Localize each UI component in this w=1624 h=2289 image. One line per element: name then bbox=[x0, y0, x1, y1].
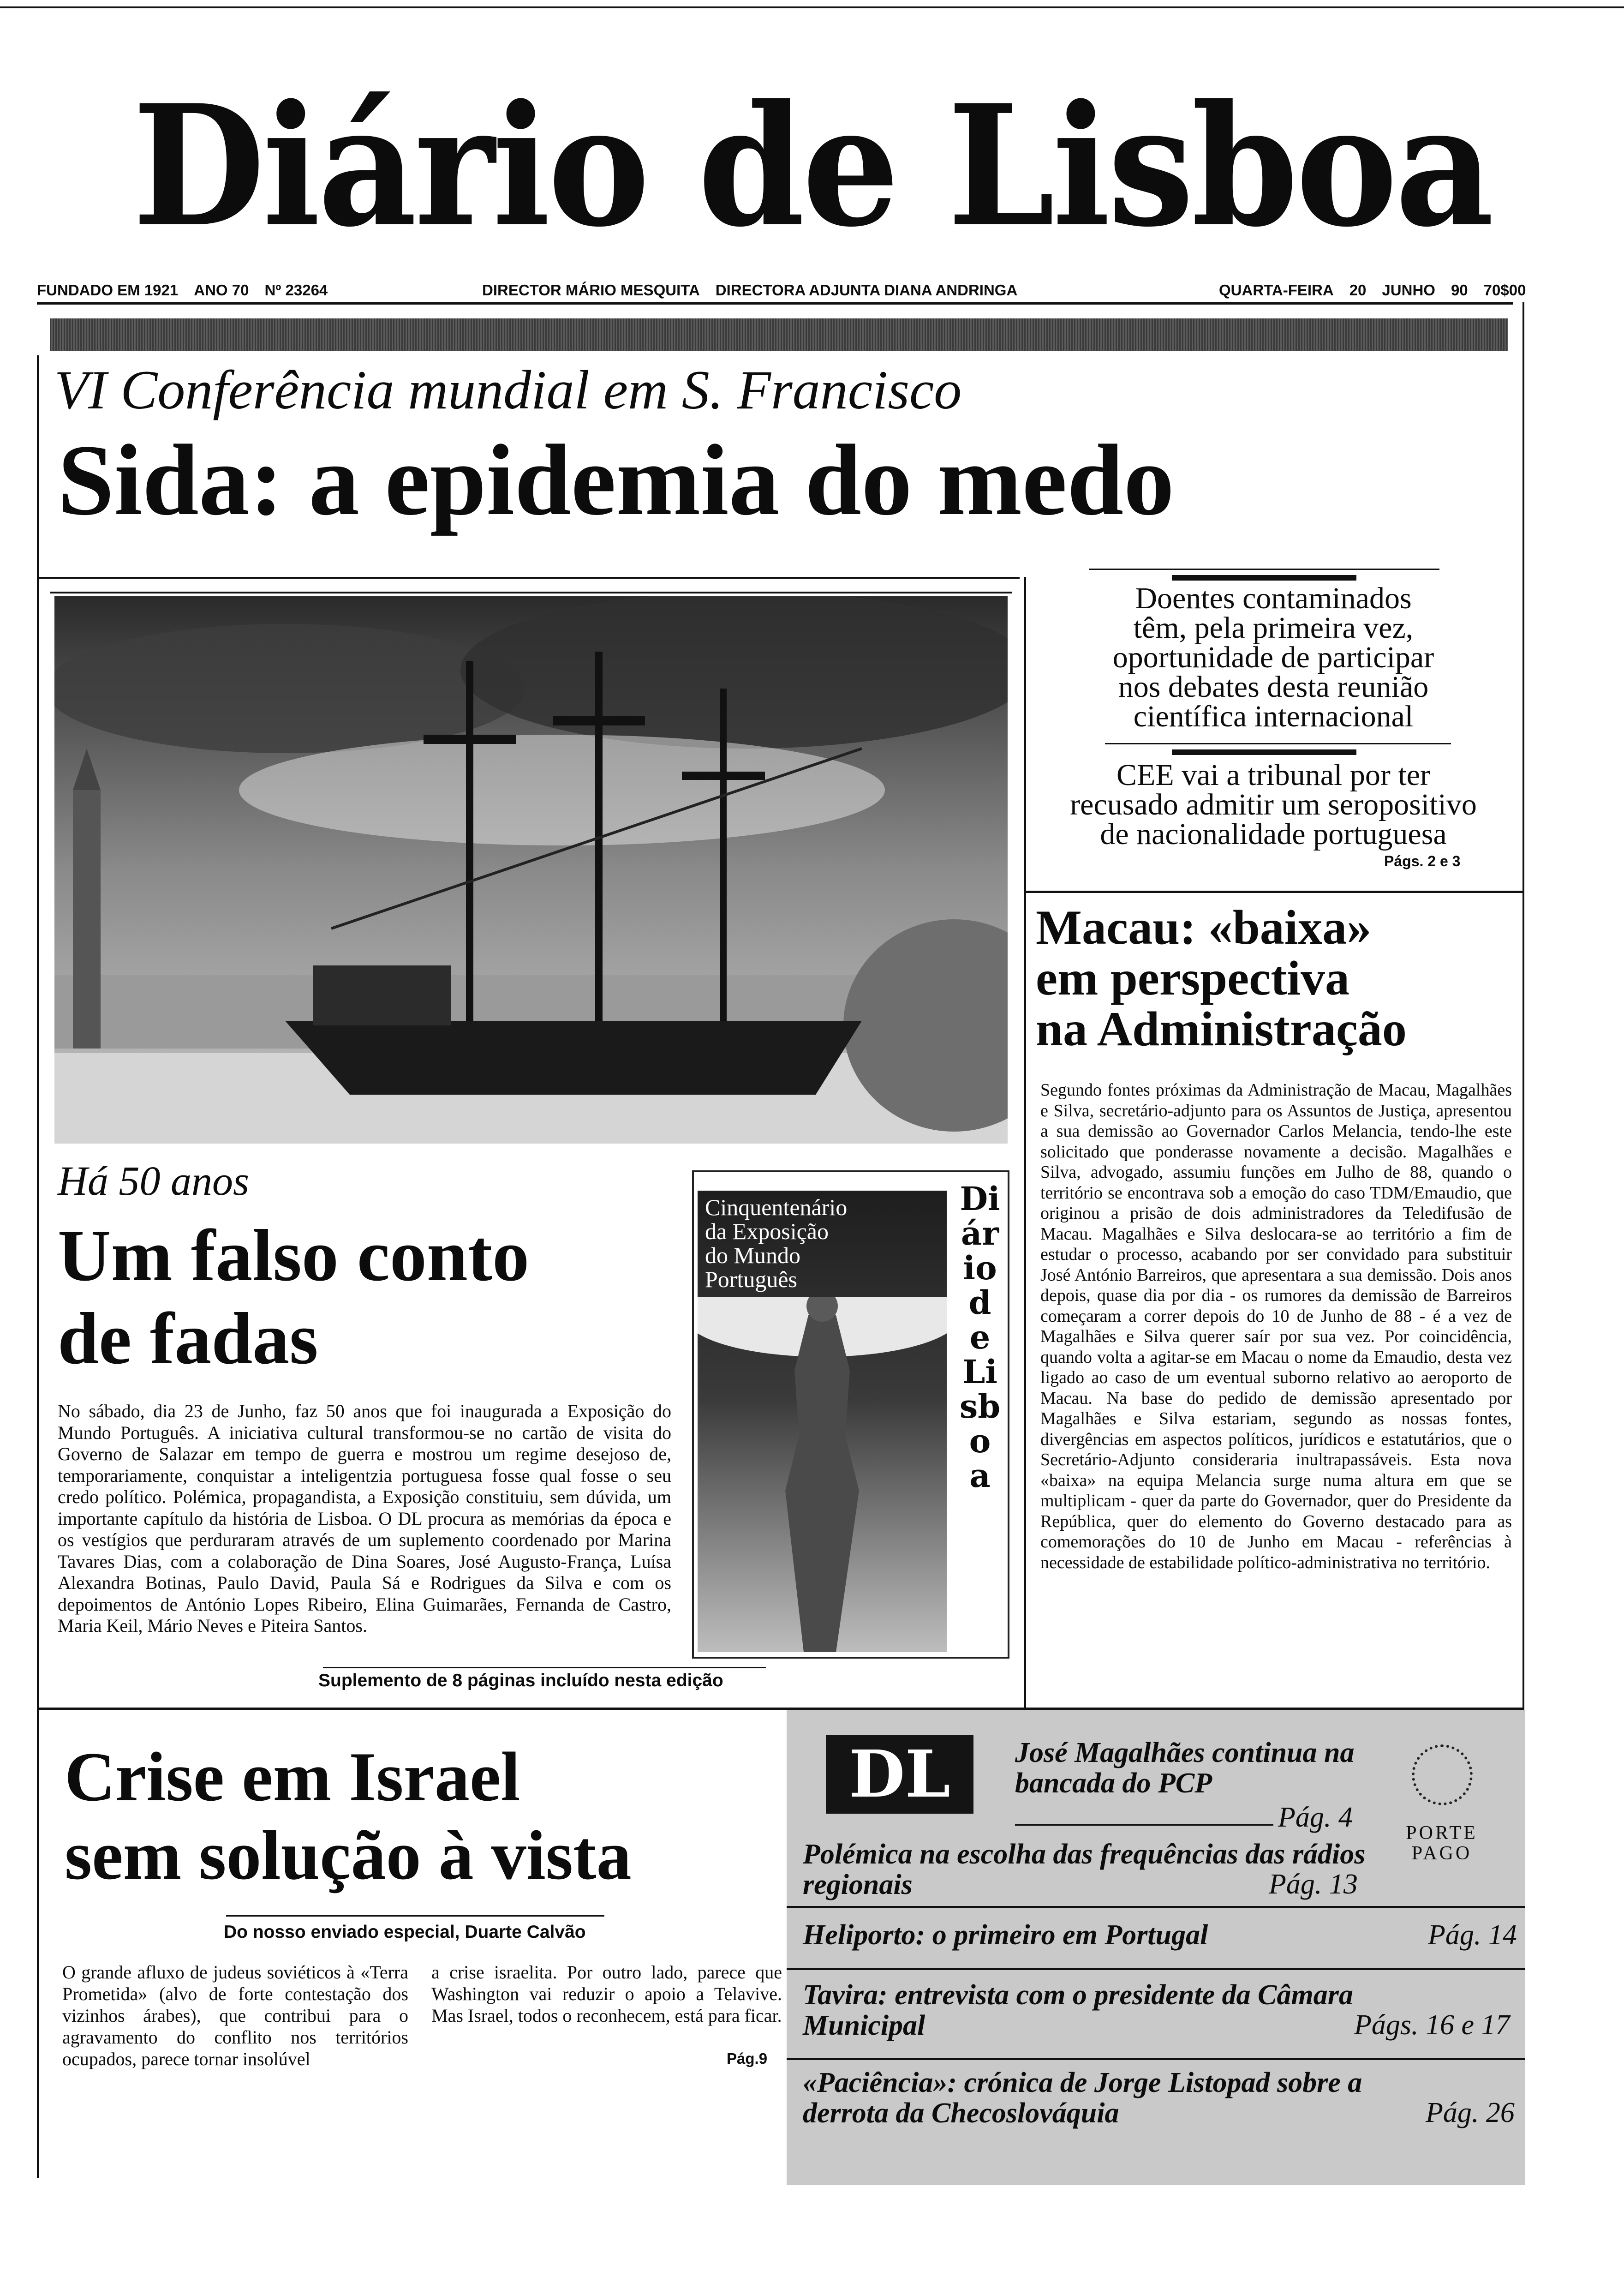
porte-pago bbox=[1403, 1823, 1481, 1864]
israel-body-col1: O grande afluxo de judeus soviéticos à «Terra Prometida» (alvo de forte contestação dos vizinhos árabes), que contribui para o agravamento do conflito nos territórios ocupados, parece tornar insolúvel bbox=[62, 1962, 408, 2069]
info-center bbox=[482, 279, 1033, 301]
day-text: 20 bbox=[1349, 282, 1367, 299]
macau-headline-line: na Administração bbox=[1036, 1002, 1407, 1056]
masthead-title: Diário de Lisboa bbox=[132, 68, 1492, 264]
index-item-5: «Paciência»: crónica de Jorge Listopad sobre a derrota da Checoslováquia bbox=[803, 2067, 1362, 2129]
poster-statue bbox=[698, 1297, 947, 1652]
poster-vertical-title: Diário de Lisboa bbox=[959, 1180, 1001, 1495]
deck1-line: oportunidade de participar bbox=[1112, 641, 1434, 674]
expo-headline-line: Um falso conto bbox=[58, 1214, 530, 1296]
israel-headline bbox=[65, 1738, 632, 1894]
macau-headline-line: em perspectiva bbox=[1036, 951, 1349, 1005]
weekday-text: QUARTA-FEIRA bbox=[1219, 282, 1334, 299]
issue-number: Nº 23264 bbox=[264, 282, 328, 299]
expo-body: No sábado, dia 23 de Junho, faz 50 anos que foi inaugurada a Exposição do Mundo Português. A iniciativa cultural transformou-se no cartão de visita do Governo de Salazar em tempo de guerra e mostrou um regime desejoso de, temporariamente, conquistar a inteligentzia portuguesa fosse qual fosse o seu credo político. Polémica, propagandista, a Exposição constituiu, sem dúvida, um importante capítulo da história de Lisboa. O DL procura as memórias da época e os vestígios que perduraram através de um suplemento coordenado por Marina Tavares Dias, com a colaboração de Dina Soares, José Augusto-França, Luísa Alexandra Botinas, Paulo David, Paula Sá e Rodrigues da Silva e com os depoimentos de António Lopes Ribeiro, Elina Guimarães, Fernanda de Castro, Maria Keil, Mário Neves e Piteira Santos. bbox=[58, 1401, 671, 1636]
poster-title-line: da Exposição bbox=[705, 1218, 829, 1244]
deck-rule-bottom bbox=[1024, 891, 1522, 893]
deck1-line: nos debates desta reunião bbox=[1118, 670, 1429, 704]
photo-frame-top bbox=[50, 592, 1012, 593]
deck2-line: recusado admitir um seropositivo bbox=[1070, 788, 1477, 821]
info-right bbox=[1219, 279, 1526, 301]
deck-rule-top bbox=[1089, 569, 1439, 570]
index-page-2: Pág. 13 bbox=[1269, 1869, 1358, 1900]
expo-headline-line: de fadas bbox=[58, 1297, 318, 1379]
lead-headline: Sida: a epidemia do medo bbox=[58, 424, 1175, 536]
founded-text: FUNDADO EM 1921 bbox=[37, 282, 179, 299]
poster-art bbox=[698, 1191, 947, 1652]
supplement-note: Suplemento de 8 páginas incluído nesta edição bbox=[318, 1671, 723, 1690]
deck1-line: científica internacional bbox=[1133, 700, 1414, 733]
deck-rule-thick-2 bbox=[1172, 749, 1356, 755]
ship-photo bbox=[54, 596, 1008, 1144]
lead-kicker: VI Conferência mundial em S. Francisco bbox=[54, 359, 962, 420]
index-rule-4 bbox=[787, 2058, 1525, 2060]
director-text: DIRECTOR MÁRIO MESQUITA bbox=[482, 282, 700, 299]
deck-rule-thick bbox=[1172, 575, 1356, 581]
deck1-line: têm, pela primeira vez, bbox=[1133, 611, 1414, 645]
price-text: 70$00 bbox=[1483, 282, 1526, 299]
lead-deck-2 bbox=[1029, 758, 1518, 851]
index-page-1: Pág. 4 bbox=[1278, 1802, 1353, 1833]
ship-image bbox=[54, 596, 1008, 1144]
top-rule bbox=[0, 6, 1624, 8]
israel-headline-line: sem solução à vista bbox=[65, 1816, 632, 1894]
lead-rule bbox=[37, 577, 1020, 579]
deck2-line: CEE vai a tribunal por ter bbox=[1116, 758, 1430, 792]
year-text: ANO 70 bbox=[194, 282, 249, 299]
index-page-3: Pág. 14 bbox=[1428, 1919, 1517, 1951]
column-divider bbox=[1024, 577, 1026, 1708]
index-item-4: Tavira: entrevista com o presidente da Câmara Municipal bbox=[803, 1979, 1353, 2041]
lead-deck-1 bbox=[1029, 581, 1518, 733]
porte-line: PAGO bbox=[1411, 1843, 1472, 1864]
israel-rule bbox=[226, 1915, 604, 1917]
expo-kicker: Há 50 anos bbox=[58, 1158, 250, 1204]
index-rule-2 bbox=[787, 1906, 1525, 1908]
lead-pages: Págs. 2 e 3 bbox=[1384, 853, 1461, 869]
info-left bbox=[37, 279, 343, 301]
poster-title bbox=[705, 1195, 847, 1291]
index-item-1-rule bbox=[1015, 1824, 1273, 1826]
frame-left bbox=[37, 355, 39, 2178]
year-short-text: 90 bbox=[1451, 282, 1468, 299]
grey-band bbox=[50, 318, 1508, 351]
index-item-1: José Magalhães continua na bancada do PCP bbox=[1015, 1737, 1355, 1799]
poster-title-line: Português bbox=[705, 1266, 797, 1292]
deck-rule-mid bbox=[1105, 743, 1451, 744]
dl-logo: DL bbox=[826, 1735, 973, 1814]
deck1-line: Doentes contaminados bbox=[1135, 581, 1412, 615]
index-page-5: Pág. 26 bbox=[1426, 2097, 1515, 2128]
expo-poster bbox=[692, 1170, 1009, 1659]
israel-body-col2: a crise israelita. Por outro lado, parece que Washington vai reduzir o apoio a Telavive. Mas Israel, todos o reconhecem, está para ficar. bbox=[431, 1962, 782, 2026]
poster-title-line: do Mundo bbox=[705, 1242, 800, 1268]
index-page-4: Págs. 16 e 17 bbox=[1354, 2009, 1510, 2041]
crest-icon bbox=[1412, 1744, 1473, 1805]
expo-headline bbox=[58, 1214, 529, 1380]
israel-page: Pág.9 bbox=[727, 2050, 768, 2067]
supplement-rule bbox=[323, 1667, 766, 1668]
israel-headline-line: Crise em Israel bbox=[65, 1738, 520, 1816]
index-item-3: Heliporto: o primeiro em Portugal bbox=[803, 1919, 1208, 1951]
deputy-director-text: DIRECTORA ADJUNTA DIANA ANDRINGA bbox=[715, 282, 1018, 299]
index-rule-3 bbox=[787, 1968, 1525, 1970]
israel-byline: Do nosso enviado especial, Duarte Calvão bbox=[224, 1922, 586, 1942]
poster-title-line: Cinquentenário bbox=[705, 1194, 848, 1220]
porte-line: PORTE bbox=[1406, 1822, 1478, 1844]
month-text: JUNHO bbox=[1382, 282, 1435, 299]
macau-headline bbox=[1036, 902, 1407, 1055]
macau-headline-line: Macau: «baixa» bbox=[1036, 900, 1372, 954]
macau-body: Segundo fontes próximas da Administração de Macau, Magalhães e Silva, secretário-adjunto para os Assuntos de Justiça, apresentou a sua demissão ao Governador Carlos Melancia, tendo-lhe este solicitado que ponderasse novamente a decisão. Magalhães e Silva, advogado, assumiu funções em Julho de 88, quando o território se encontrava sob a emoção do caso TDM/Emaudio, que originou a prisão de dois administradores da Teledifusão de Macau. Magalhães e Silva deslocara-se ao território a fim de estudar o processo, acabando por ser convidado para substituir José António Barreiros, que apresentara a sua demissão. Dois anos depois, quase dia por dia - os rumores da demissão de Barreiros começaram a correr depois do 10 de Junho de 88 - é a vez de Magalhães e Silva querer saír por sua vez. Por coincidência, quando volta a agitar-se em Macau o nome da Emaudio, desta vez ligado ao caso de um eventual suborno relativo ao aeroporto de Macau. Na base do pedido de demissão apresentado por Magalhães e Silva estariam, segundo as nossas fontes, divergências em aspectos políticos, jurídicos e estatutários, que o Secretário-Adjunto consideraria inultrapassáveis. Esta nova «baixa» na equipa Melancia surge numa altura em que se multiplicam - quer da parte do Governador, quer do Presidente da República, quer do elemento do Governo destacado para as comemorações do 10 de Junho em Macau - referências à necessidade de estabilidade político-administrativa no território. bbox=[1040, 1080, 1512, 1572]
index-item-2: Polémica na escolha das frequências das rádios regionais bbox=[803, 1839, 1366, 1900]
info-rule bbox=[37, 302, 1513, 305]
deck2-line: de nacionalidade portuguesa bbox=[1100, 817, 1447, 851]
